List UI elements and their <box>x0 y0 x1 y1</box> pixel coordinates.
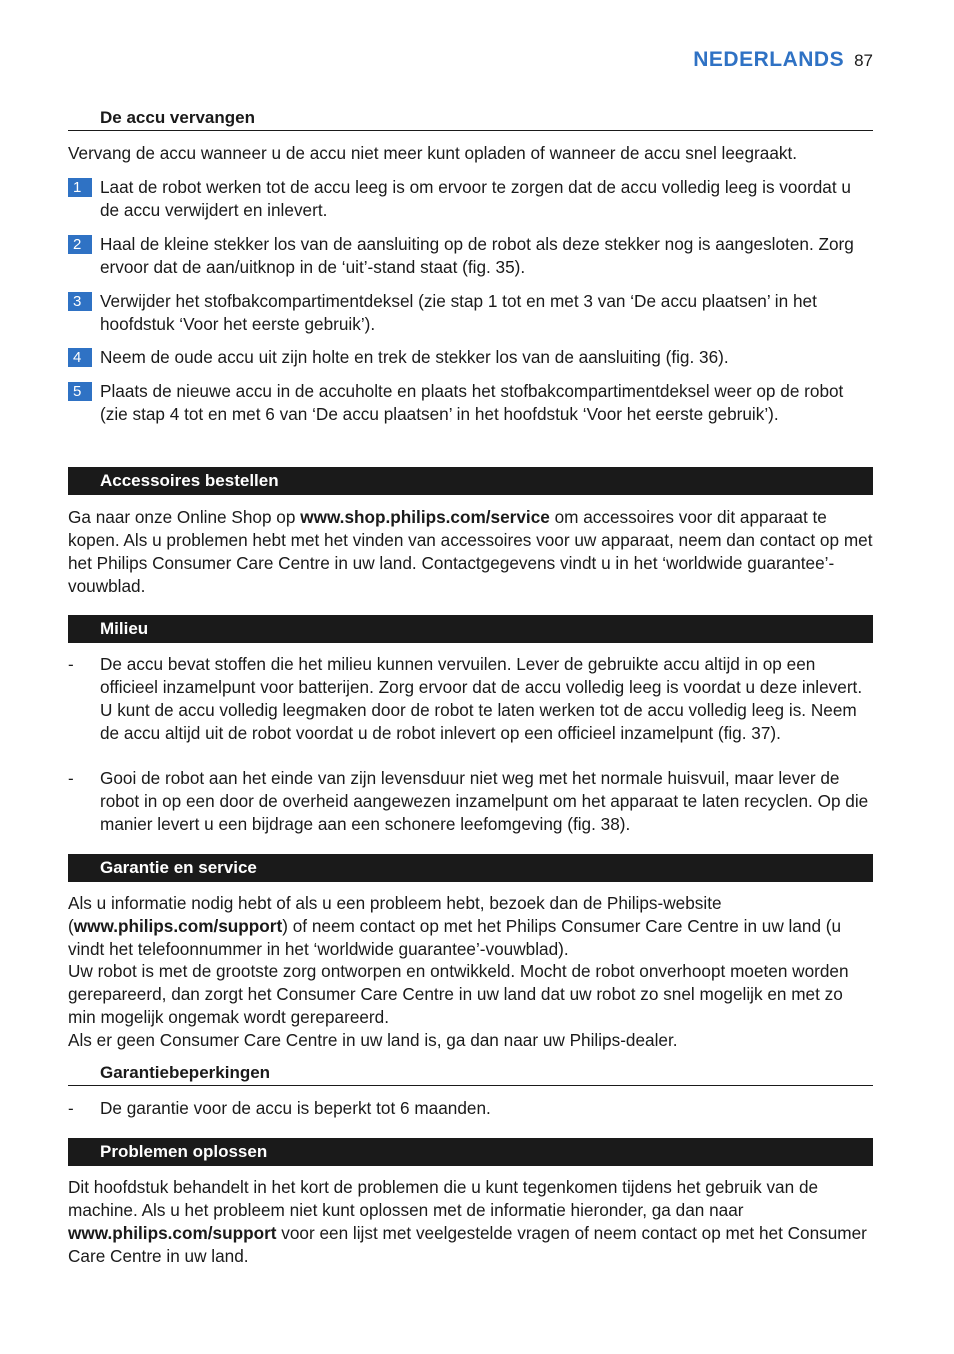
step-4 <box>68 346 873 369</box>
bullet-text: Gooi de robot aan het einde van zijn levensduur niet weg met het normale huisvuil, maar lever de robot in op een door de overheid aangewezen inzamelpunt om het apparaat te laten recyclen. Op die manier levert u een bijdrage aan een schonere leefomgeving (fig. 38). <box>100 768 869 834</box>
step-text: Haal de kleine stekker los van de aansluiting op de robot als deze stekker nog is aangesloten. Zorg ervoor dat de aan/uitknop in de ‘uit’-stand staat (fig. 35). <box>100 234 854 277</box>
section-heading-accu-vervangen: De accu vervangen <box>68 107 873 131</box>
step-number: 4 <box>68 348 92 367</box>
accu-intro: Vervang de accu wanneer u de accu niet meer kunt opladen of wanneer de accu snel leegraakt. <box>68 143 798 163</box>
step-number: 1 <box>68 178 92 197</box>
page-number: 87 <box>854 51 873 70</box>
step-1 <box>68 176 873 222</box>
garantie-paragraph-2: Uw robot is met de grootste zorg ontworpen en ontwikkeld. Mocht de robot onverhoopt moeten worden gerepareerd, dan zorgt het Consumer Care Centre in uw land dat uw robot zo snel mogelijk en met zo min mogelijk ongemak wordt gerepareerd. <box>68 961 849 1027</box>
step-text: Laat de robot werken tot de accu leeg is om ervoor te zorgen dat de accu volledig leeg is voordat u de accu verwijdert en inlevert. <box>100 177 851 220</box>
accessoires-text-after: om accessoires voor dit apparaat te kopen. Als u problemen hebt met het vinden van accessoires voor uw apparaat, neem dan contact op met het Philips Consumer Care Centre in uw land. Contactgegevens vindt u in het ‘worldwide guarantee’-vouwblad. <box>68 507 873 596</box>
step-2 <box>68 233 873 279</box>
shop-link[interactable]: www.shop.philips.com/service <box>300 507 550 527</box>
problemen-text-after: voor een lijst met veelgestelde vragen of neem contact op met het Consumer Care Centre in uw land. <box>68 1223 867 1266</box>
step-text: Neem de oude accu uit zijn holte en trek de stekker los van de aansluiting (fig. 36). <box>100 347 729 367</box>
language-label: NEDERLANDS <box>693 48 845 71</box>
problemen-text <box>68 1176 873 1268</box>
step-3 <box>68 290 873 336</box>
bullet-dash: - <box>68 1099 74 1118</box>
bullet-text: De garantie voor de accu is beperkt tot 6 maanden. <box>100 1098 491 1118</box>
section-heading-problemen: Problemen oplossen <box>68 1138 873 1166</box>
section-heading-garantiebeperkingen: Garantiebeperkingen <box>68 1062 873 1086</box>
accessoires-text <box>68 506 873 598</box>
milieu-bullet-1 <box>68 653 873 745</box>
support-link[interactable]: www.philips.com/support <box>73 916 283 936</box>
step-text: Plaats de nieuwe accu in de accuholte en plaats het stofbakcompartimentdeksel weer op de robot (zie stap 4 tot en met 6 van ‘De accu plaatsen’ in het hoofdstuk ‘Voor het eerste gebruik’). <box>100 381 844 424</box>
milieu-bullet-2 <box>68 767 873 836</box>
bullet-dash: - <box>68 769 74 788</box>
garantie-text-before: Als u informatie nodig hebt of als u een probleem hebt, bezoek dan de Philips-website ( <box>68 893 722 936</box>
beperkingen-bullet <box>68 1097 873 1120</box>
step-number: 2 <box>68 235 92 254</box>
garantie-paragraph-1 <box>68 892 873 961</box>
bullet-dash: - <box>68 655 74 674</box>
problemen-text-before: Dit hoofdstuk behandelt in het kort de problemen die u kunt tegenkomen tijdens het gebruik van de machine. Als u het probleem niet kunt oplossen met de informatie hieronder, ga dan naar <box>68 1177 819 1220</box>
section-heading-accessoires: Accessoires bestellen <box>68 467 873 495</box>
step-number: 5 <box>68 382 92 401</box>
garantie-paragraph-3: Als er geen Consumer Care Centre in uw land is, ga dan naar uw Philips-dealer. <box>68 1030 678 1050</box>
section-heading-garantie: Garantie en service <box>68 854 873 882</box>
support-link-2[interactable]: www.philips.com/support <box>68 1223 277 1243</box>
step-5 <box>68 380 873 426</box>
step-number: 3 <box>68 292 92 311</box>
garantie-text-after: ) of neem contact op met het Philips Consumer Care Centre in uw land (u vindt het telefoonnummer in het ‘worldwide guarantee’-vouwblad). <box>68 916 842 959</box>
page-header <box>693 48 873 72</box>
accessoires-text-before: Ga naar onze Online Shop op <box>68 507 301 527</box>
step-text: Verwijder het stofbakcompartimentdeksel (zie stap 1 tot en met 3 van ‘De accu plaatsen’ in het hoofdstuk ‘Voor het eerste gebruik’). <box>100 291 817 334</box>
bullet-text: De accu bevat stoffen die het milieu kunnen vervuilen. Lever de gebruikte accu altijd in op een officieel inzamelpunt voor batterijen. Zorg ervoor dat de accu volledig leeg is voordat u deze inlevert. U kunt de accu volledig leegmaken door de robot te laten werken tot de accu volledig leeg is. Neem de accu altijd uit de robot voordat u de robot inlevert op een officieel inzamelpunt (fig. 37). <box>100 654 863 743</box>
section-heading-milieu: Milieu <box>68 615 873 643</box>
